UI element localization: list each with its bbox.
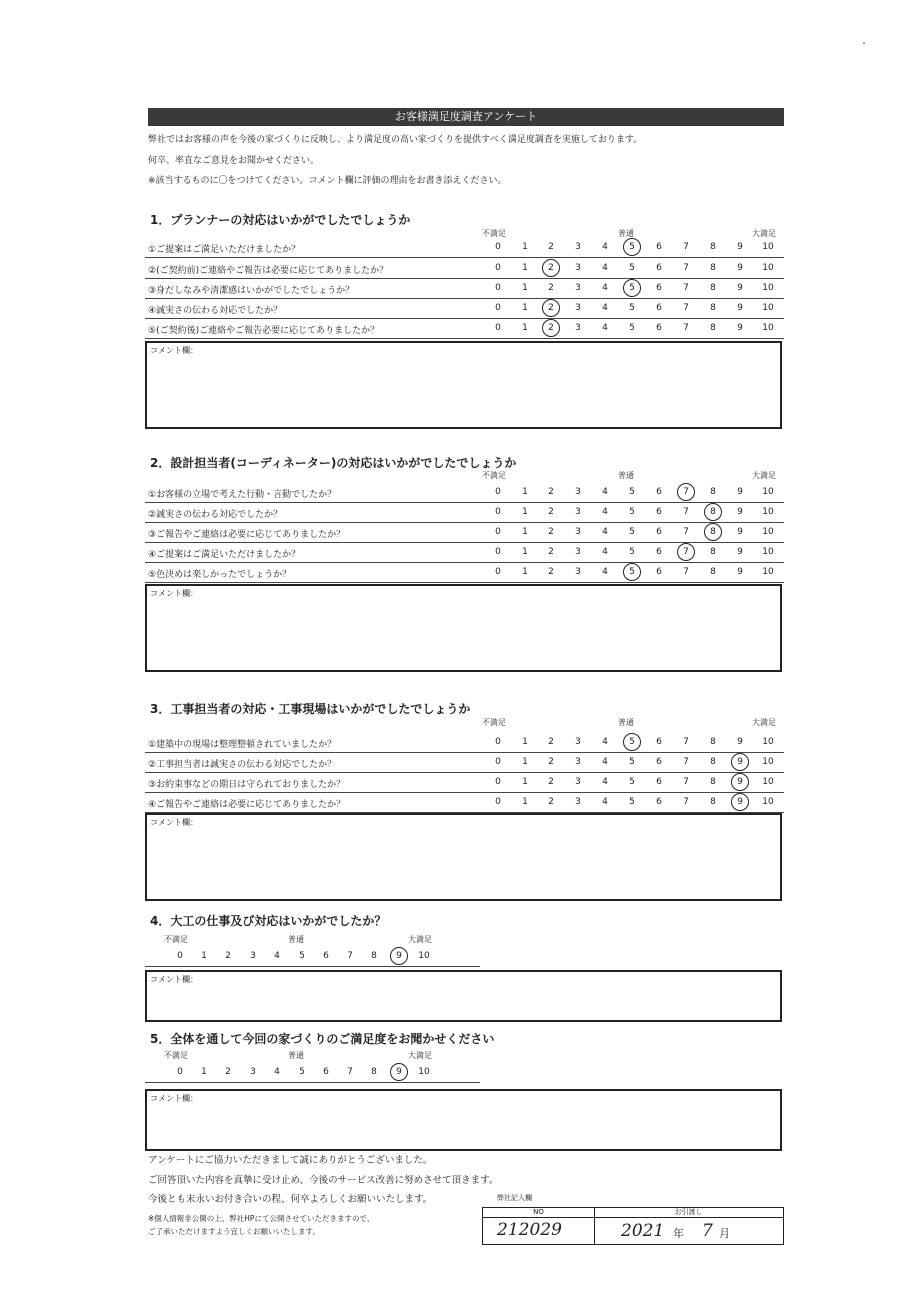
scale-number: 7 bbox=[676, 547, 696, 557]
section-heading: 4．大工の仕事及び対応はいかがでしたか？ bbox=[150, 914, 387, 928]
selected-rating-circle bbox=[731, 753, 749, 771]
scale-number: 6 bbox=[656, 507, 662, 517]
row-divider bbox=[145, 522, 784, 523]
month-unit: 月 bbox=[719, 1227, 730, 1240]
scale-number: 9 bbox=[389, 1067, 409, 1077]
scale-number: 6 bbox=[656, 777, 662, 787]
scale-number: 3 bbox=[575, 737, 581, 747]
scale-number: 10 bbox=[762, 303, 774, 313]
scale-number: 9 bbox=[730, 797, 750, 807]
scale-number: 1 bbox=[522, 263, 528, 273]
scale-mid-label: 普通 bbox=[288, 1051, 304, 1060]
scale-number: 3 bbox=[575, 283, 581, 293]
scale-number: 10 bbox=[762, 737, 774, 747]
scale-number: 0 bbox=[495, 507, 501, 517]
intro-line: 何卒、率直なご意見をお聞かせください。 bbox=[148, 156, 320, 166]
no-header: NO bbox=[483, 1208, 595, 1218]
scale-number: 7 bbox=[683, 507, 689, 517]
selected-rating-circle bbox=[623, 238, 641, 256]
scale-number: 9 bbox=[737, 567, 743, 577]
selected-rating-circle bbox=[704, 503, 722, 521]
scale-number: 10 bbox=[762, 797, 774, 807]
row-divider bbox=[145, 772, 784, 773]
scale-number: 6 bbox=[656, 757, 662, 767]
scale-high-label: 大満足 bbox=[752, 471, 776, 480]
scale-number: 8 bbox=[710, 487, 716, 497]
scale-number: 10 bbox=[762, 547, 774, 557]
scale-mid-label: 普通 bbox=[618, 718, 634, 727]
selected-rating-circle bbox=[542, 299, 560, 317]
scale-number: 7 bbox=[683, 263, 689, 273]
scale-number: 10 bbox=[762, 283, 774, 293]
question-label: ⑤(ご契約後)ご連絡やご報告必要に応じてありましたか？ bbox=[148, 326, 380, 336]
selected-rating-circle bbox=[542, 259, 560, 277]
row-divider bbox=[145, 318, 784, 319]
scale-number: 6 bbox=[656, 283, 662, 293]
question-label: ①お客様の立場で考えた行動・言動でしたか？ bbox=[148, 490, 337, 500]
scale-number: 4 bbox=[602, 507, 608, 517]
question-label: ④ご報告やご連絡は必要に応じてありましたか？ bbox=[148, 800, 346, 810]
scale-number: 1 bbox=[522, 567, 528, 577]
scale-number: 2 bbox=[541, 263, 561, 273]
scale-number: 6 bbox=[656, 303, 662, 313]
question-label: ④ご提案はご満足いただけましたか？ bbox=[148, 550, 301, 560]
scale-high-label: 大満足 bbox=[408, 935, 432, 944]
scale-number: 9 bbox=[737, 263, 743, 273]
scale-number: 6 bbox=[656, 487, 662, 497]
row-divider bbox=[145, 562, 784, 563]
scale-high-label: 大満足 bbox=[752, 718, 776, 727]
scale-low-label: 不満足 bbox=[164, 935, 188, 944]
scale-number: 1 bbox=[522, 777, 528, 787]
scale-mid-label: 普通 bbox=[618, 471, 634, 480]
scale-number: 4 bbox=[602, 283, 608, 293]
scale-number: 5 bbox=[622, 567, 642, 577]
comment-label: コメント欄： bbox=[150, 346, 198, 355]
scale-number: 1 bbox=[522, 323, 528, 333]
selected-rating-circle bbox=[390, 947, 408, 965]
scale-number: 4 bbox=[602, 797, 608, 807]
scale-number: 2 bbox=[548, 777, 554, 787]
scale-number: 3 bbox=[575, 547, 581, 557]
comment-box bbox=[145, 584, 782, 672]
scale-number: 10 bbox=[762, 777, 774, 787]
scale-number: 5 bbox=[299, 951, 305, 961]
scale-number: 4 bbox=[602, 547, 608, 557]
scale-number: 10 bbox=[762, 527, 774, 537]
scale-number: 1 bbox=[522, 737, 528, 747]
scale-number: 5 bbox=[629, 757, 635, 767]
scale-mid-label: 普通 bbox=[618, 229, 634, 238]
section-heading: 5．全体を通して今回の家づくりのご満足度をお聞かせください bbox=[150, 1032, 495, 1046]
scale-number: 9 bbox=[737, 737, 743, 747]
scale-number: 2 bbox=[548, 547, 554, 557]
question-label: ②工事担当者は誠実さの伝わる対応でしたか？ bbox=[148, 760, 337, 770]
scale-number: 7 bbox=[347, 951, 353, 961]
scale-number: 6 bbox=[656, 323, 662, 333]
scale-number: 3 bbox=[575, 487, 581, 497]
scale-number: 2 bbox=[548, 283, 554, 293]
scale-number: 9 bbox=[737, 507, 743, 517]
scale-number: 1 bbox=[522, 283, 528, 293]
scale-number: 6 bbox=[323, 951, 329, 961]
intro-line: ※該当するものに〇をつけてください。コメント欄に評価の理由をお書き添えください。 bbox=[148, 176, 507, 186]
scale-number: 0 bbox=[495, 757, 501, 767]
scale-number: 0 bbox=[177, 951, 183, 961]
scale-number: 3 bbox=[575, 507, 581, 517]
scale-number: 10 bbox=[762, 507, 774, 517]
row-divider bbox=[145, 582, 784, 583]
scale-number: 3 bbox=[250, 1067, 256, 1077]
scale-number: 6 bbox=[656, 737, 662, 747]
scale-number: 3 bbox=[575, 527, 581, 537]
selected-rating-circle bbox=[623, 279, 641, 297]
scale-number: 9 bbox=[737, 242, 743, 252]
scale-number: 8 bbox=[703, 507, 723, 517]
row-divider bbox=[145, 298, 784, 299]
scale-number: 1 bbox=[201, 1067, 207, 1077]
comment-box bbox=[145, 1089, 782, 1151]
scale-number: 5 bbox=[622, 242, 642, 252]
closing-line: 今後とも末永いお付き合いの程、何卒よろしくお願いいたします。 bbox=[148, 1194, 433, 1205]
question-label: ⑤色決めは楽しかったでしょうか？ bbox=[148, 570, 292, 580]
scale-number: 4 bbox=[602, 757, 608, 767]
scale-number: 5 bbox=[629, 527, 635, 537]
year-unit: 年 bbox=[673, 1227, 684, 1240]
scale-number: 9 bbox=[737, 487, 743, 497]
scale-number: 2 bbox=[548, 527, 554, 537]
scale-number: 7 bbox=[676, 487, 696, 497]
office-use-table bbox=[482, 1207, 784, 1245]
scale-number: 7 bbox=[683, 283, 689, 293]
selected-rating-circle bbox=[390, 1063, 408, 1081]
scale-number: 10 bbox=[762, 323, 774, 333]
comment-label: コメント欄： bbox=[150, 975, 198, 984]
scale-number: 8 bbox=[710, 567, 716, 577]
scale-number: 2 bbox=[548, 487, 554, 497]
row-divider bbox=[145, 502, 784, 503]
scale-number: 4 bbox=[602, 777, 608, 787]
scale-number: 1 bbox=[522, 797, 528, 807]
scale-number: 2 bbox=[548, 242, 554, 252]
scale-low-label: 不満足 bbox=[482, 471, 506, 480]
scale-number: 3 bbox=[575, 303, 581, 313]
scale-number: 5 bbox=[629, 303, 635, 313]
privacy-note: ※個人情報非公開の上、弊社HPにて公開させていただきますので、 bbox=[148, 1214, 375, 1223]
scale-number: 3 bbox=[575, 777, 581, 787]
section-heading: 1．プランナーの対応はいかがでしたでしょうか bbox=[150, 213, 411, 227]
scale-number: 7 bbox=[683, 303, 689, 313]
scale-number: 8 bbox=[703, 527, 723, 537]
scale-number: 9 bbox=[737, 547, 743, 557]
scale-number: 0 bbox=[495, 242, 501, 252]
scale-number: 8 bbox=[371, 1067, 377, 1077]
selected-rating-circle bbox=[704, 523, 722, 541]
question-label: ③ご報告やご連絡は必要に応じてありましたか？ bbox=[148, 530, 346, 540]
scale-number: 8 bbox=[710, 242, 716, 252]
scale-number: 5 bbox=[629, 507, 635, 517]
scale-number: 0 bbox=[177, 1067, 183, 1077]
scale-number: 10 bbox=[762, 567, 774, 577]
scale-number: 2 bbox=[548, 737, 554, 747]
scale-number: 8 bbox=[710, 737, 716, 747]
selected-rating-circle bbox=[731, 793, 749, 811]
scale-number: 7 bbox=[683, 323, 689, 333]
handwritten-no: 212029 bbox=[497, 1220, 562, 1240]
question-label: ①建築中の現場は整理整頓されていましたか？ bbox=[148, 740, 337, 750]
scale-number: 4 bbox=[602, 737, 608, 747]
scale-number: 3 bbox=[575, 757, 581, 767]
scale-number: 4 bbox=[602, 323, 608, 333]
scale-number: 3 bbox=[250, 951, 256, 961]
scale-number: 1 bbox=[522, 527, 528, 537]
intro-line: 弊社ではお客様の声を今後の家づくりに反映し、より満足度の高い家づくりを提供すべく満足度調査を実施しております。 bbox=[148, 135, 643, 145]
scale-number: 5 bbox=[629, 323, 635, 333]
selected-rating-circle bbox=[623, 563, 641, 581]
page-title: お客様満足度調査アンケート bbox=[148, 108, 784, 126]
question-label: ②(ご契約前)ご連絡やご報告は必要に応じてありましたか？ bbox=[148, 266, 389, 276]
comment-label: コメント欄： bbox=[150, 818, 198, 827]
scale-number: 0 bbox=[495, 283, 501, 293]
scale-number: 2 bbox=[225, 1067, 231, 1077]
scale-number: 9 bbox=[730, 777, 750, 787]
handwritten-month: 7 bbox=[702, 1221, 713, 1241]
question-label: ④誠実さの伝わる対応でしたか？ bbox=[148, 306, 283, 316]
scale-number: 1 bbox=[522, 507, 528, 517]
scale-number: 10 bbox=[762, 242, 774, 252]
scale-number: 2 bbox=[548, 797, 554, 807]
scale-number: 7 bbox=[683, 797, 689, 807]
row-divider bbox=[145, 338, 784, 339]
closing-line: アンケートにご協力いただきまして誠にありがとうございました。 bbox=[148, 1155, 433, 1166]
row-divider bbox=[145, 257, 784, 258]
scale-number: 5 bbox=[629, 263, 635, 273]
scale-high-label: 大満足 bbox=[752, 229, 776, 238]
scale-low-label: 不満足 bbox=[482, 229, 506, 238]
scale-number: 9 bbox=[737, 527, 743, 537]
scale-number: 1 bbox=[522, 303, 528, 313]
scale-number: 7 bbox=[683, 737, 689, 747]
scale-number: 6 bbox=[656, 567, 662, 577]
scan-speck bbox=[863, 42, 865, 44]
question-label: ③身だしなみや清潔感はいかがでしたでしょうか？ bbox=[148, 286, 355, 296]
scale-number: 4 bbox=[274, 951, 280, 961]
comment-box bbox=[145, 970, 782, 1022]
scale-number: 0 bbox=[495, 487, 501, 497]
scale-number: 9 bbox=[730, 757, 750, 767]
comment-box bbox=[145, 813, 782, 901]
scale-number: 1 bbox=[522, 487, 528, 497]
scale-number: 5 bbox=[622, 283, 642, 293]
scale-number: 7 bbox=[683, 777, 689, 787]
selected-rating-circle bbox=[731, 773, 749, 791]
scale-number: 10 bbox=[418, 951, 430, 961]
scale-number: 8 bbox=[710, 263, 716, 273]
scale-number: 6 bbox=[656, 263, 662, 273]
scale-mid-label: 普通 bbox=[288, 935, 304, 944]
privacy-note: ご了承いただけますよう宜しくお願いいたします。 bbox=[148, 1227, 320, 1236]
row-divider bbox=[145, 792, 784, 793]
scale-number: 10 bbox=[762, 487, 774, 497]
scale-number: 2 bbox=[548, 757, 554, 767]
scale-number: 0 bbox=[495, 303, 501, 313]
scale-number: 4 bbox=[602, 567, 608, 577]
scale-number: 5 bbox=[622, 737, 642, 747]
scale-number: 8 bbox=[710, 797, 716, 807]
scale-high-label: 大満足 bbox=[408, 1051, 432, 1060]
row-divider bbox=[145, 966, 480, 967]
scale-number: 0 bbox=[495, 567, 501, 577]
scale-number: 5 bbox=[629, 797, 635, 807]
scale-number: 6 bbox=[656, 527, 662, 537]
scale-number: 8 bbox=[371, 951, 377, 961]
row-divider bbox=[145, 1082, 480, 1083]
scale-number: 4 bbox=[274, 1067, 280, 1077]
comment-label: コメント欄： bbox=[150, 589, 198, 598]
scale-number: 5 bbox=[299, 1067, 305, 1077]
scale-number: 9 bbox=[737, 283, 743, 293]
closing-line: ご回答頂いた内容を真摯に受け止め、今後のサービス改善に努めさせて頂きます。 bbox=[148, 1175, 499, 1186]
scale-number: 5 bbox=[629, 547, 635, 557]
selected-rating-circle bbox=[542, 319, 560, 337]
scale-number: 5 bbox=[629, 487, 635, 497]
scale-number: 1 bbox=[522, 547, 528, 557]
comment-label: コメント欄： bbox=[150, 1094, 198, 1103]
scale-number: 8 bbox=[710, 303, 716, 313]
selected-rating-circle bbox=[677, 543, 695, 561]
scale-number: 4 bbox=[602, 487, 608, 497]
scale-number: 7 bbox=[683, 242, 689, 252]
scale-number: 2 bbox=[541, 323, 561, 333]
row-divider bbox=[145, 752, 784, 753]
scale-number: 6 bbox=[656, 242, 662, 252]
scale-number: 6 bbox=[656, 797, 662, 807]
scale-number: 6 bbox=[323, 1067, 329, 1077]
comment-box bbox=[145, 341, 782, 429]
scale-number: 7 bbox=[683, 567, 689, 577]
scale-number: 2 bbox=[548, 507, 554, 517]
scale-number: 1 bbox=[201, 951, 207, 961]
scale-number: 4 bbox=[602, 527, 608, 537]
question-label: ③お約束事などの期日は守られておりましたか？ bbox=[148, 780, 346, 790]
scale-number: 0 bbox=[495, 777, 501, 787]
row-divider bbox=[145, 278, 784, 279]
scale-number: 3 bbox=[575, 797, 581, 807]
scale-number: 0 bbox=[495, 797, 501, 807]
scale-number: 1 bbox=[522, 242, 528, 252]
scale-number: 7 bbox=[683, 757, 689, 767]
scale-number: 7 bbox=[347, 1067, 353, 1077]
delivery-header: お引渡し bbox=[594, 1208, 783, 1218]
scale-number: 3 bbox=[575, 567, 581, 577]
question-label: ②誠実さの伝わる対応でしたか？ bbox=[148, 510, 283, 520]
scale-number: 0 bbox=[495, 323, 501, 333]
scale-number: 6 bbox=[656, 547, 662, 557]
scale-number: 10 bbox=[762, 263, 774, 273]
scale-number: 2 bbox=[541, 303, 561, 313]
section-heading: 3．工事担当者の対応・工事現場はいかがでしたでしょうか bbox=[150, 702, 471, 716]
scale-number: 8 bbox=[710, 283, 716, 293]
scale-number: 2 bbox=[548, 567, 554, 577]
scale-number: 0 bbox=[495, 263, 501, 273]
section-heading: 2．設計担当者(コーディネーター)の対応はいかがでしたでしょうか bbox=[150, 456, 517, 470]
scale-number: 3 bbox=[575, 323, 581, 333]
handwritten-year: 2021 bbox=[621, 1221, 665, 1241]
scale-number: 0 bbox=[495, 547, 501, 557]
scale-number: 0 bbox=[495, 527, 501, 537]
scale-low-label: 不満足 bbox=[482, 718, 506, 727]
selected-rating-circle bbox=[623, 733, 641, 751]
scale-number: 5 bbox=[629, 777, 635, 787]
scale-number: 3 bbox=[575, 263, 581, 273]
scale-number: 7 bbox=[683, 527, 689, 537]
scale-number: 8 bbox=[710, 323, 716, 333]
office-use-label: 弊社記入欄 bbox=[497, 1194, 532, 1202]
scale-number: 9 bbox=[389, 951, 409, 961]
table-divider bbox=[594, 1208, 595, 1244]
scale-number: 8 bbox=[710, 777, 716, 787]
scale-number: 9 bbox=[737, 323, 743, 333]
scale-number: 8 bbox=[710, 547, 716, 557]
scale-number: 4 bbox=[602, 303, 608, 313]
scale-low-label: 不満足 bbox=[164, 1051, 188, 1060]
scale-number: 1 bbox=[522, 757, 528, 767]
scale-number: 0 bbox=[495, 737, 501, 747]
scale-number: 4 bbox=[602, 263, 608, 273]
scale-number: 2 bbox=[225, 951, 231, 961]
scale-number: 10 bbox=[418, 1067, 430, 1077]
scale-number: 10 bbox=[762, 757, 774, 767]
scale-number: 3 bbox=[575, 242, 581, 252]
scale-number: 9 bbox=[737, 303, 743, 313]
selected-rating-circle bbox=[677, 483, 695, 501]
scale-number: 4 bbox=[602, 242, 608, 252]
question-label: ①ご提案はご満足いただけましたか？ bbox=[148, 245, 301, 255]
scale-number: 8 bbox=[710, 757, 716, 767]
